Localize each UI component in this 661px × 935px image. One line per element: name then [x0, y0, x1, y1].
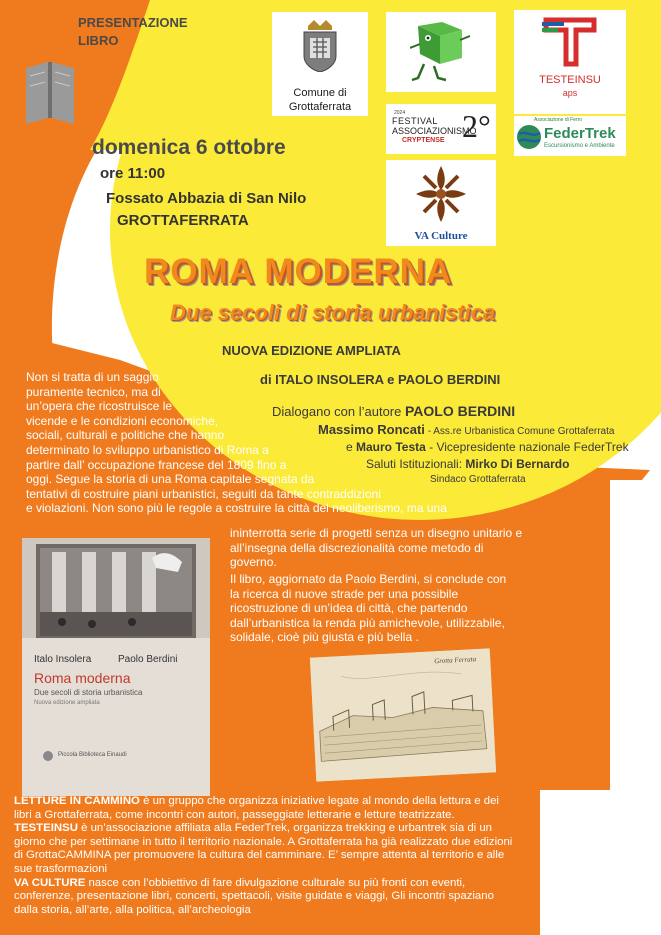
- cover-subtitle: Due secoli di storia urbanistica: [34, 688, 143, 697]
- footer-vaculture-line: [14, 877, 544, 891]
- footer-letture-line: [14, 795, 544, 809]
- conclusion-line: la ricerca di nuove strade per una possibile: [230, 586, 459, 601]
- description-line: determinato lo sviluppo urbanistico di Roma a: [26, 442, 269, 457]
- testeinsu-logo: [514, 10, 626, 114]
- grottaferrata-sketch: [310, 648, 496, 781]
- vaculture-label: VA Culture: [414, 230, 468, 242]
- conclusion-line: dall’urbanistica la renda più amichevole, utilizzabile,: [230, 615, 505, 630]
- testeinsu-line: sue trasformazioni: [14, 862, 108, 875]
- book-authors: di ITALO INSOLERA e PAOLO BERDINI: [260, 372, 501, 387]
- testeinsu-footer-name: TESTEINSU: [14, 822, 78, 835]
- book-title: ROMA MODERNA: [144, 252, 453, 291]
- event-date: domenica 6 ottobre: [92, 136, 286, 159]
- dialogue-prefix: Dialogano con l’autore: [272, 404, 405, 419]
- cover-author1: Italo Insolera: [34, 654, 92, 665]
- sketch-caption: Grotta Ferrata: [434, 655, 477, 666]
- federtrek-name: FederTrek: [544, 125, 616, 142]
- cover-edition: Nuova edizione ampliata: [34, 700, 100, 706]
- description-block: [26, 370, 456, 516]
- testeinsu-name: TESTEINSU: [539, 74, 601, 86]
- festival-line3: CRYPTENSE: [402, 137, 445, 144]
- letture-name: LETTURE IN CAMMINO: [14, 795, 140, 807]
- description-line: oggi. Segue la storia di una Roma capitale segnata da: [26, 472, 315, 487]
- event-time: ore 11:00: [100, 165, 166, 182]
- event-place-line1: Fossato Abbazia di San Nilo: [106, 190, 307, 207]
- speaker1-name: Massimo Roncati: [318, 422, 425, 437]
- testeinsu-line: giorno che per settimane in tutto il territorio nazionale. A Grottaferrata ha già realizzato due edizioni: [14, 835, 513, 848]
- comune-line2: Grottaferrata: [288, 101, 352, 113]
- dialogue-name: PAOLO BERDINI: [404, 403, 516, 419]
- testeinsu-line: è un’associazione affiliata alla FederTrek, organizza trekking e urbantrek sia di un: [77, 822, 493, 835]
- description-line: e violazioni. Non sono più le regole a costruire la città del neoliberismo, ma una: [26, 501, 447, 516]
- walking-book-icon: [410, 18, 472, 84]
- book-cover-photo: [22, 538, 210, 796]
- description-line: Non si tratta di un saggio: [26, 370, 159, 384]
- festival-line1: FESTIVAL: [392, 116, 438, 126]
- speaker2-prefix: e: [346, 440, 357, 454]
- conclusion-line: solidale, cioè più giusta e più bella .: [230, 630, 419, 645]
- footer-testeinsu-line: [14, 822, 544, 836]
- description-right-line: governo.: [230, 555, 277, 570]
- vaculture-line: dalla storia, all’arte, alla politica, all’archeologia: [14, 903, 251, 916]
- conclusion-line: ricostruzione di un’idea di città, che partendo: [230, 601, 468, 616]
- festival-logo: [386, 104, 496, 154]
- vaculture-logo: [386, 160, 496, 246]
- letture-line: è un gruppo che organizza iniziative legate al mondo della lettura e dei: [139, 795, 499, 807]
- cover-publisher: Piccola Biblioteca Einaudi: [58, 752, 127, 758]
- description-line: un’opera che ricostruisce le: [26, 399, 173, 414]
- letture-line: libri a Grottaferrata, come incontri con autori, passeggiate letterarie e letture teatrizzate.: [14, 808, 455, 821]
- testeinsu-line: di GrottaCAMMINA per promuovere la cultura del camminare. E’ sempre attenta al territorio e alle: [14, 849, 505, 862]
- festival-number: 2°: [462, 108, 491, 144]
- comune-logo: [272, 12, 368, 116]
- testeinsu-t-icon: [540, 14, 600, 68]
- federtrek-logo: [514, 116, 626, 156]
- speaker2-role: - Vicepresidente nazionale FederTrek: [425, 440, 629, 454]
- conclusion-line: Il libro, aggiornato da Paolo Berdini, si conclude con: [230, 572, 507, 586]
- letture-logo: [386, 12, 496, 92]
- description-line: vicende e le condizioni economiche,: [26, 413, 219, 428]
- crest-icon: [300, 20, 340, 72]
- header-title: [78, 14, 188, 50]
- description-right-block: [230, 526, 600, 570]
- header-line2: LIBRO: [78, 33, 119, 48]
- book-edition: NUOVA EDIZIONE AMPLIATA: [222, 343, 401, 358]
- event-place-line2: GROTTAFERRATA: [117, 212, 249, 229]
- festival-small: 2024: [394, 110, 406, 116]
- description-line: tentativi di costruire piani urbanistici, seguiti da tante contraddizioni: [26, 486, 381, 501]
- vaculture-line: nasce con l’obbiettivo di fare divulgazione culturale su più fronti con eventi,: [85, 876, 466, 889]
- greetings-prefix: Saluti Istituzionali:: [366, 457, 466, 471]
- description-line: sociali, culturali e politiche che hanno: [26, 428, 225, 443]
- header-line1: PRESENTAZIONE: [78, 15, 188, 30]
- vaculture-footer-name: VA CULTURE: [14, 876, 86, 889]
- greetings-name: Mirko Di Bernardo: [465, 457, 570, 471]
- description-right-line: ininterrotta serie di progetti senza un disegno unitario e: [230, 526, 523, 540]
- comune-line1: Comune di: [293, 87, 347, 99]
- testeinsu-sub: aps: [562, 88, 578, 98]
- fleur-icon: [414, 164, 468, 224]
- book-icon: [24, 56, 76, 128]
- conclusion-block: [230, 572, 600, 645]
- description-line: puramente tecnico, ma di: [26, 384, 161, 399]
- globe-icon: [516, 124, 542, 150]
- speaker1-role: - Ass.re Urbanistica Comune Grottaferrata: [424, 426, 615, 437]
- description-right-line: all’insegna della discrezionalità come metodo di: [230, 540, 484, 555]
- federtrek-sub: Escursionismo e Ambiente: [544, 143, 615, 149]
- speaker2-name: Mauro Testa: [356, 440, 426, 454]
- sketch-art: [310, 648, 496, 781]
- greetings-role: Sindaco Grottaferrata: [430, 474, 526, 485]
- description-line: partire dall’ occupazione francese del 1809 fino a: [26, 457, 287, 472]
- vaculture-line: conferenze, presentazione libri, concerti, spettacoli, visite guidate e viaggi, Gli incontri spaziano: [14, 890, 494, 903]
- cover-title: Roma moderna: [34, 670, 131, 686]
- cover-author2: Paolo Berdini: [118, 654, 178, 665]
- footer-block: [14, 795, 544, 917]
- festival-line2: ASSOCIAZIONISMO: [392, 126, 477, 136]
- federtrek-top: Associazione di Ferro: [534, 117, 583, 123]
- book-subtitle: Due secoli di storia urbanistica: [170, 300, 496, 325]
